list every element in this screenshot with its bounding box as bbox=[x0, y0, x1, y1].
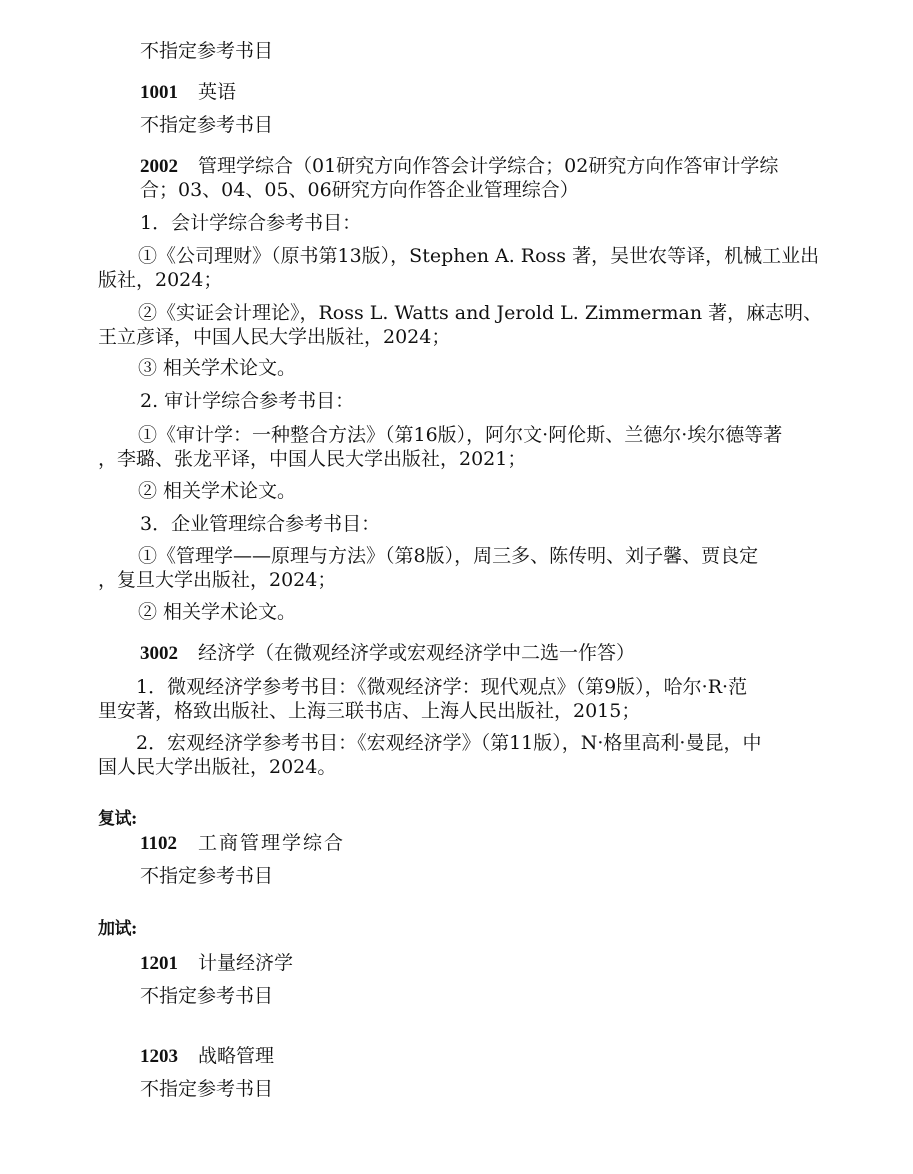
subject-name: 战略管理 bbox=[198, 1045, 275, 1067]
subject-1102-header bbox=[140, 832, 345, 855]
subject-2002-header bbox=[140, 155, 778, 178]
reference-item-cont: 王立彦译，中国人民大学出版社，2024； bbox=[98, 326, 451, 348]
reference-item: ①《公司理财》（原书第13版），Stephen A. Ross 著，吴世农等译，机械工业出 bbox=[138, 245, 820, 267]
reference-item: 2．宏观经济学参考书目：《宏观经济学》（第11版），N·格里高利·曼昆，中 bbox=[136, 732, 762, 754]
subject-1001-note: 不指定参考书目 bbox=[140, 114, 274, 136]
subject-1201-header bbox=[140, 952, 293, 975]
reference-item: ③ 相关学术论文。 bbox=[138, 357, 297, 379]
subject-1203-note: 不指定参考书目 bbox=[140, 1078, 274, 1100]
subject-code: 1201 bbox=[140, 953, 178, 974]
extra-title: 加试: bbox=[98, 919, 137, 939]
section-heading: 2. 审计学综合参考书目： bbox=[140, 390, 355, 412]
reference-item-cont: ，复旦大学出版社，2024； bbox=[98, 569, 337, 591]
reference-item-cont: 版社，2024； bbox=[98, 269, 223, 291]
subject-code: 1001 bbox=[140, 82, 178, 103]
reference-item: ②《实证会计理论》，Ross L. Watts and Jerold L. Zimmerman 著，麻志明、 bbox=[138, 302, 823, 324]
subject-name-line1: 管理学综合（01研究方向作答会计学综合；02研究方向作答审计学综 bbox=[198, 155, 779, 177]
reference-item-cont: 里安著，格致出版社、上海三联书店、上海人民出版社，2015； bbox=[98, 700, 641, 722]
subject-name: 英语 bbox=[198, 81, 237, 103]
subject-3002-header bbox=[140, 642, 635, 665]
retest-title: 复试: bbox=[98, 809, 137, 829]
subject-1203-header bbox=[140, 1045, 274, 1068]
reference-item: ①《审计学：一种整合方法》（第16版），阿尔文·阿伦斯、兰德尔·埃尔德等著 bbox=[138, 424, 783, 446]
reference-item: ② 相关学术论文。 bbox=[138, 480, 297, 502]
subject-code: 1203 bbox=[140, 1046, 178, 1067]
subject-name: 计量经济学 bbox=[198, 952, 294, 974]
reference-item-cont: 国人民大学出版社，2024。 bbox=[98, 756, 337, 778]
reference-item: ①《管理学——原理与方法》（第8版），周三多、陈传明、刘子馨、贾良定 bbox=[138, 545, 759, 567]
subject-1102-note: 不指定参考书目 bbox=[140, 865, 274, 887]
reference-item: 1．微观经济学参考书目：《微观经济学：现代观点》（第9版），哈尔·R·范 bbox=[136, 676, 748, 698]
subject-name: 经济学（在微观经济学或宏观经济学中二选一作答） bbox=[198, 642, 636, 664]
reference-item: ② 相关学术论文。 bbox=[138, 601, 297, 623]
reference-item-cont: ，李璐、张龙平译，中国人民大学出版社，2021； bbox=[98, 448, 527, 470]
subject-code: 3002 bbox=[140, 643, 178, 664]
subject-name-line2: 合；03、04、05、06研究方向作答企业管理综合） bbox=[140, 179, 579, 201]
subject-name: 工商管理学综合 bbox=[198, 832, 346, 854]
section-heading: 1．会计学综合参考书目： bbox=[140, 212, 362, 234]
subject-code: 2002 bbox=[140, 156, 178, 177]
section-heading: 3．企业管理综合参考书目： bbox=[140, 513, 381, 535]
subject-1201-note: 不指定参考书目 bbox=[140, 985, 274, 1007]
intro-note: 不指定参考书目 bbox=[140, 40, 274, 62]
subject-1001-header bbox=[140, 81, 236, 104]
subject-code: 1102 bbox=[140, 833, 177, 854]
